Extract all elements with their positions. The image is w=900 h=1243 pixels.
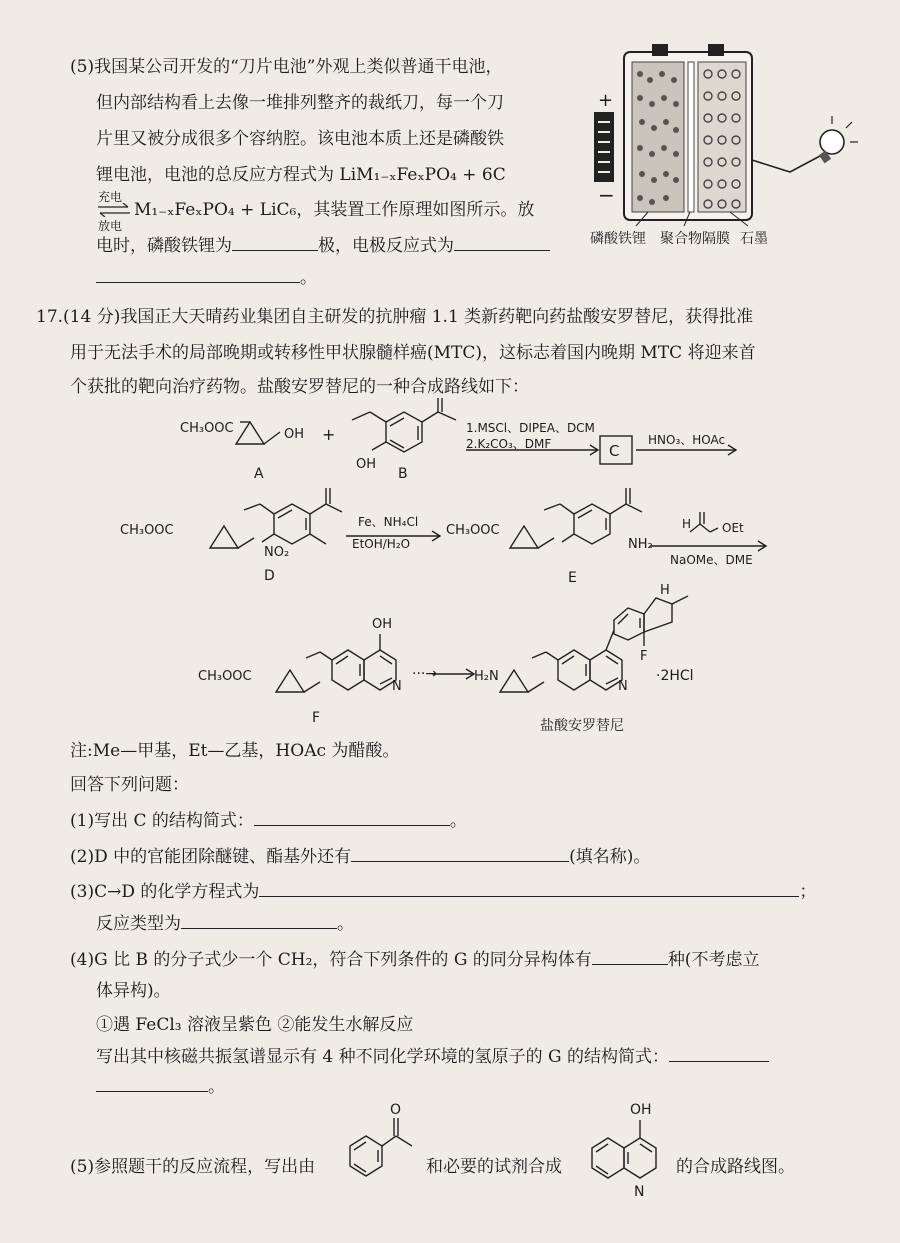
answer-blank-electrode: [232, 233, 318, 251]
q4b-line: 体异构)。: [96, 981, 171, 1001]
cond1b: 2.K₂CO₃、DMF: [466, 437, 552, 451]
product-hcl: ·2HCl: [656, 668, 694, 684]
q17-intro-line1: 17.(14 分)我国正大天晴药业集团自主研发的抗肿瘤 1.1 类新药靶向药盐酸安罗替尼，获得批准: [36, 307, 754, 327]
cond3b: EtOH/H₂O: [352, 537, 411, 551]
q2-text: (2)D 中的官能团除醚键、酯基外还有: [70, 847, 352, 867]
label-product: 盐酸安罗替尼: [540, 718, 624, 734]
label-C: C: [609, 442, 620, 460]
label-lifepo4: 磷酸铁锂: [590, 231, 646, 247]
answer-blank-q3b: [181, 911, 337, 929]
D-no2: NO₂: [264, 545, 290, 560]
q16-5-line4: 锂电池，电池的总反应方程式为 LiM₁₋ₓFeₓPO₄ + 6C: [96, 165, 506, 185]
q4-end: 种(不考虑立: [667, 950, 760, 970]
q4e-end: 。: [208, 1077, 225, 1097]
cond4b: OEt: [722, 521, 744, 535]
note-line: 注:Me—甲基，Et—乙基，HOAc 为醋酸。: [70, 741, 400, 761]
answer-blank-q1: [254, 808, 450, 826]
label-graphite: 石墨: [740, 231, 768, 247]
q5-text-c: 的合成路线图。: [676, 1157, 795, 1177]
cond2: HNO₃、HOAc: [648, 433, 726, 447]
answer-blank-q3: [259, 879, 799, 897]
quinolinol-structure: [578, 1096, 678, 1216]
answer-blank-q4: [592, 947, 668, 965]
cond4a: H: [682, 517, 692, 531]
answer-blank-q2: [351, 844, 569, 862]
period: 。: [300, 268, 317, 288]
answer-blank-q4d: [669, 1044, 769, 1062]
label-E: E: [568, 570, 577, 586]
q16-5-line3: 片里又被分成很多个容纳腔。该电池本质上还是磷酸铁: [96, 129, 504, 149]
minus-sign: −: [598, 183, 615, 207]
q3b-text: 反应类型为: [96, 914, 181, 934]
q4e-line: [96, 1074, 225, 1100]
cond4c: NaOMe、DME: [670, 553, 753, 567]
q5-text-b: 和必要的试剂合成: [426, 1157, 562, 1177]
arrow-charge-label: 充电: [98, 190, 123, 204]
q2-line: [70, 844, 650, 870]
cond1a: 1.MSCl、DIPEA、DCM: [466, 421, 595, 435]
acetophenone-structure: [336, 1098, 426, 1188]
plus-sign: +: [598, 90, 614, 111]
B-oh: OH: [356, 457, 377, 472]
charge-discharge-arrow: [96, 188, 132, 232]
dots-arrow: ···→: [412, 666, 438, 682]
q1-end: 。: [449, 811, 467, 831]
answer-blank-q4e: [96, 1074, 208, 1092]
F-ester: CH₃OOC: [198, 669, 252, 684]
A-ester: CH₃OOC: [180, 421, 234, 436]
E-ester: CH₃OOC: [446, 523, 500, 538]
q16-5-line6a: 电时，磷酸铁锂为: [96, 236, 232, 256]
q3-text: (3)C→D 的化学方程式为: [70, 882, 260, 902]
q16-5-line2: 但内部结构看上去像一堆排列整齐的裁纸刀，每一个刀: [96, 93, 504, 113]
arrow-discharge-label: 放电: [98, 219, 123, 233]
q3-line: [70, 879, 816, 905]
q16-5-line5: M₁₋ₓFeₓPO₄ + LiC₆，其装置工作原理如图所示。放: [134, 200, 535, 220]
product-f: F: [640, 649, 648, 664]
F-n: N: [392, 679, 402, 694]
q16-5-line1: (5)我国某公司开发的“刀片电池”外观上类似普通干电池，: [70, 57, 503, 77]
q3b-line: [96, 911, 354, 937]
q3b-end: 。: [337, 914, 354, 934]
q16-5-line6: [96, 233, 550, 259]
synthesis-scheme: [0, 398, 900, 738]
q4d-text: 写出其中核磁共振氢谱显示有 4 种不同化学环境的氢原子的 G 的结构简式：: [96, 1047, 670, 1067]
D-ester: CH₃OOC: [120, 523, 174, 538]
label-separator: 聚合物隔膜: [660, 231, 730, 247]
q1-line: [70, 808, 467, 834]
plus-sign-AB: +: [322, 425, 336, 444]
q1-text: (1)写出 C 的结构简式：: [70, 811, 254, 831]
q17-intro-line2: 用于无法手术的局部晚期或转移性甲状腺髓样癌(MTC)，这标志着国内晚期 MTC 将迎来首: [70, 343, 756, 363]
quinolinol-oh: OH: [630, 1102, 652, 1118]
answer-blank-equation: [454, 233, 550, 251]
q16-5-line6b: 极，电极反应式为: [318, 236, 454, 256]
q16-5-line7: [96, 265, 317, 291]
equilibrium-arrow-icon: [96, 203, 132, 217]
q4d-line: [96, 1044, 769, 1070]
cond3a: Fe、NH₄Cl: [358, 515, 419, 529]
answer-blank-equation-cont: [96, 265, 300, 283]
q17-intro-line3: 个获批的靶向治疗药物。盐酸安罗替尼的一种合成路线如下：: [70, 377, 529, 397]
q3-end: ；: [799, 882, 817, 902]
label-A: A: [254, 466, 264, 482]
q5-text-a: (5)参照题干的反应流程，写出由: [70, 1157, 316, 1177]
q4-text: (4)G 比 B 的分子式少一个 CH₂，符合下列条件的 G 的同分异构体有: [70, 950, 592, 970]
indole-nh: H: [660, 583, 670, 598]
answer-intro: 回答下列问题：: [70, 775, 189, 795]
q4-line: [70, 947, 759, 973]
F-oh: OH: [372, 617, 393, 632]
q4c-line: ①遇 FeCl₃ 溶液呈紫色 ②能发生水解反应: [96, 1015, 414, 1035]
battery-diagram: [580, 40, 880, 250]
label-F: F: [312, 710, 321, 726]
quinolinol-n: N: [634, 1184, 645, 1200]
light-bulb-icon: [819, 116, 858, 163]
product-h2n: H₂N: [474, 669, 499, 684]
label-B: B: [398, 466, 408, 482]
label-D: D: [264, 568, 275, 584]
q2-end: (填名称)。: [569, 847, 651, 867]
product-n: N: [618, 679, 628, 694]
E-nh2: NH₂: [628, 537, 653, 552]
acetophenone-o: O: [390, 1102, 402, 1118]
A-oh: OH: [284, 427, 305, 442]
